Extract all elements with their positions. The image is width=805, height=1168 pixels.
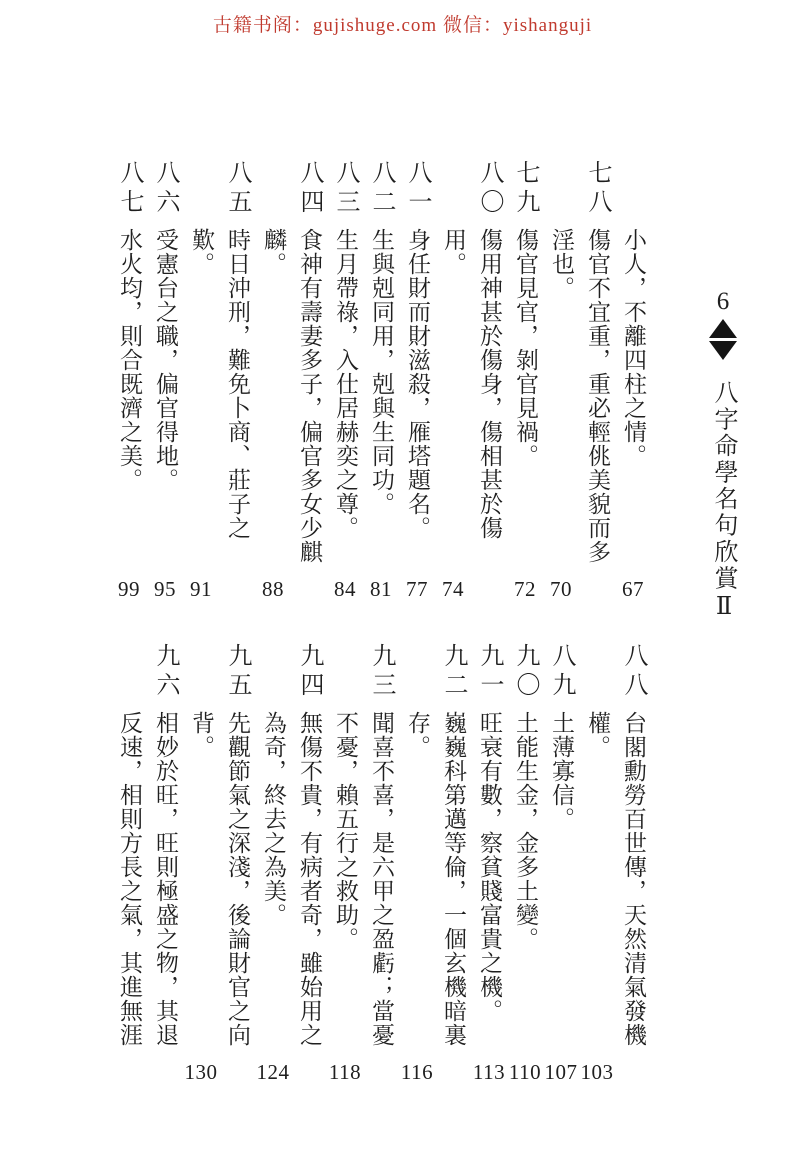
toc-entry-column xyxy=(543,643,579,1083)
toc-entry-column xyxy=(327,160,363,600)
entry-number: 八七 xyxy=(116,160,142,218)
entry-text: 聞喜不喜，是六甲之盈虧；當憂 xyxy=(369,711,394,1047)
toc-entry-column xyxy=(183,643,219,1083)
entry-number: 九四 xyxy=(296,643,322,701)
entry-text: 先觀節氣之深淺，後論財官之向 xyxy=(225,711,250,1047)
toc-entry-column xyxy=(471,643,507,1083)
entry-text: 傷官不宜重，重必輕佻美貌而多 xyxy=(585,228,610,564)
toc-entry-column xyxy=(111,160,147,600)
toc-entry-column xyxy=(363,643,399,1083)
entry-text: 土薄寡信。 xyxy=(549,711,574,831)
entry-number: 八〇 xyxy=(476,160,502,218)
toc-entry-column xyxy=(615,160,651,600)
toc-entry-column xyxy=(291,160,327,600)
page-margin-block xyxy=(701,288,745,627)
entry-number: 七九 xyxy=(512,160,538,218)
entry-text: 背。 xyxy=(189,711,214,759)
entry-page-number: 77 xyxy=(406,577,428,601)
toc-entry-column xyxy=(435,160,471,600)
triangle-up-icon xyxy=(709,319,737,338)
entry-number: 九五 xyxy=(224,643,250,701)
entry-page-number: 72 xyxy=(514,577,536,601)
entry-page-number: 74 xyxy=(442,577,464,601)
toc-entry-column xyxy=(147,160,183,600)
entry-number: 八五 xyxy=(224,160,250,218)
toc-band xyxy=(111,643,651,1083)
toc-entry-column xyxy=(291,643,327,1083)
entry-text: 用。 xyxy=(441,228,466,276)
toc-entry-column xyxy=(579,160,615,600)
entry-page-number: 84 xyxy=(334,577,356,601)
entry-text: 小人，不離四柱之情。 xyxy=(621,228,646,468)
entry-page-number: 113 xyxy=(472,1060,506,1084)
entry-page-number: 130 xyxy=(184,1060,218,1084)
entry-number: 八四 xyxy=(296,160,322,218)
entry-text: 土能生金，金多土變。 xyxy=(513,711,538,951)
entry-text: 巍巍科第邁等倫，一個玄機暗裏 xyxy=(441,711,466,1047)
toc-entry-column xyxy=(399,643,435,1083)
toc-entry-column xyxy=(543,160,579,600)
entry-text: 相妙於旺，旺則極盛之物，其退 xyxy=(153,711,178,1047)
toc-entry-column xyxy=(363,160,399,600)
toc-entry-column xyxy=(435,643,471,1083)
toc-entry-column xyxy=(219,160,255,600)
entry-text: 水火均，則合既濟之美。 xyxy=(117,228,142,492)
entry-number: 八八 xyxy=(620,643,646,701)
entry-page-number: 99 xyxy=(118,577,140,601)
entry-text: 傷用神甚於傷身，傷相甚於傷 xyxy=(477,228,502,540)
entry-number: 八九 xyxy=(548,643,574,701)
entry-page-number: 67 xyxy=(622,577,644,601)
entry-text: 不憂，賴五行之救助。 xyxy=(333,711,358,951)
entry-page-number: 107 xyxy=(544,1060,578,1084)
toc-entry-column xyxy=(219,643,255,1083)
entry-number: 七八 xyxy=(584,160,610,218)
toc-entry-column xyxy=(327,643,363,1083)
entry-number: 八二 xyxy=(368,160,394,218)
entry-text: 無傷不貴，有病者奇，雖始用之 xyxy=(297,711,322,1047)
entry-number: 九一 xyxy=(476,643,502,701)
toc-entry-column xyxy=(111,643,147,1083)
folio-number: 6 xyxy=(716,288,730,315)
toc-entry-column xyxy=(615,643,651,1083)
entry-number: 九六 xyxy=(152,643,178,701)
toc-entry-column xyxy=(471,160,507,600)
entry-number: 八三 xyxy=(332,160,358,218)
entry-text: 受憲台之職，偏官得地。 xyxy=(153,228,178,492)
entry-text: 歎。 xyxy=(189,228,214,276)
entry-text: 存。 xyxy=(405,711,430,759)
entry-page-number: 70 xyxy=(550,577,572,601)
entry-text: 生月帶祿，入仕居赫奕之尊。 xyxy=(333,228,358,540)
entry-number: 八六 xyxy=(152,160,178,218)
triangle-down-icon xyxy=(709,341,737,360)
entry-page-number: 103 xyxy=(580,1060,614,1084)
entry-text: 為奇，終去之為美。 xyxy=(261,711,286,927)
entry-number: 九〇 xyxy=(512,643,538,701)
entry-text: 身任財而財滋殺，雁塔題名。 xyxy=(405,228,430,540)
toc-entry-column xyxy=(507,643,543,1083)
entry-text: 反速，相則方長之氣，其進無涯 xyxy=(117,711,142,1047)
entry-text: 淫也。 xyxy=(549,228,574,300)
entry-text: 台閣勳勞百世傳，天然清氣發機 xyxy=(621,711,646,1047)
entry-page-number: 110 xyxy=(508,1060,542,1084)
entry-page-number: 91 xyxy=(190,577,212,601)
toc-entry-column xyxy=(579,643,615,1083)
entry-page-number: 95 xyxy=(154,577,176,601)
book-title: 八字命學名句欣賞Ⅱ xyxy=(710,380,736,623)
entry-text: 旺衰有數，察貧賤富貴之機。 xyxy=(477,711,502,1023)
entry-page-number: 88 xyxy=(262,577,284,601)
entry-text: 生與剋同用，剋與生同功。 xyxy=(369,228,394,516)
entry-page-number: 124 xyxy=(256,1060,290,1084)
entry-number: 九二 xyxy=(440,643,466,701)
entry-page-number: 116 xyxy=(400,1060,434,1084)
entry-number: 八一 xyxy=(404,160,430,218)
toc-entry-column xyxy=(183,160,219,600)
entry-page-number: 118 xyxy=(328,1060,362,1084)
entry-number: 九三 xyxy=(368,643,394,701)
entry-text: 時日沖刑，難免卜商、莊子之 xyxy=(225,228,250,540)
watermark-header: 古籍书阁：gujishuge.com 微信：yishanguji xyxy=(212,15,593,36)
toc-entry-column xyxy=(147,643,183,1083)
entry-text: 食神有壽妻多子，偏官多女少麒 xyxy=(297,228,322,564)
entry-text: 麟。 xyxy=(261,228,286,276)
toc-band xyxy=(111,160,651,600)
entry-text: 傷官見官，剝官見禍。 xyxy=(513,228,538,468)
toc-entry-column xyxy=(255,643,291,1083)
toc-entry-column xyxy=(399,160,435,600)
toc-entry-column xyxy=(255,160,291,600)
entry-page-number: 81 xyxy=(370,577,392,601)
entry-text: 權。 xyxy=(585,711,610,759)
toc-entry-column xyxy=(507,160,543,600)
